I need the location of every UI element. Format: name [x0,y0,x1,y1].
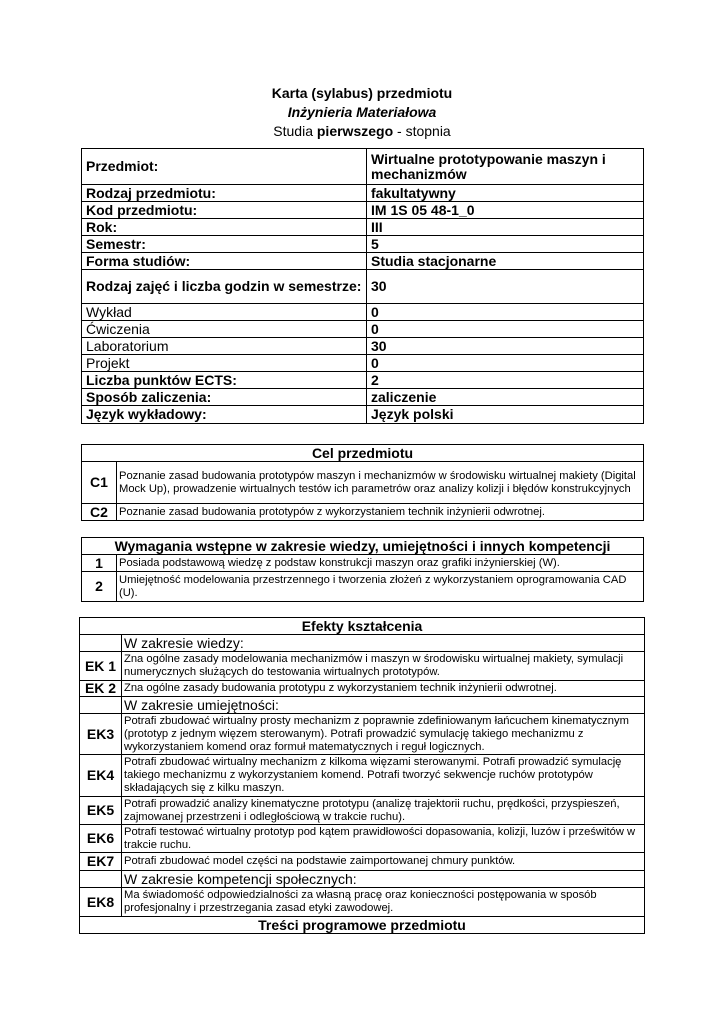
outcome-text: Potrafi testować wirtualny prototyp pod kątem prawidłowości dopasowania, kolizji, luzów i prześwitów w trakcie ruchu. [122,825,645,853]
info-value: fakultatywny [367,185,644,202]
info-row [82,202,644,219]
info-value: zaliczenie [367,389,644,406]
info-row [82,372,644,389]
info-label: Sposób zaliczenia: [82,389,367,406]
info-row [82,355,644,372]
goal-code: C2 [82,504,117,521]
info-label: Semestr: [82,236,367,253]
header-field: Inżynieria Materiałowa [287,104,437,120]
info-label: Liczba punktów ECTS: [82,372,367,389]
empty-cell [80,871,122,888]
info-value: Wirtualne prototypowanie maszyn i mechanizmów [367,149,644,185]
outcome-code: EK 2 [80,681,122,697]
goal-row [82,462,644,504]
header-level [0,122,724,141]
info-label: Forma studiów: [82,253,367,270]
info-row [82,219,644,236]
info-row [82,185,644,202]
info-label: Laboratorium [82,338,367,355]
outcome-code: EK4 [80,755,122,797]
info-value: III [367,219,644,236]
outcome-code: EK5 [80,797,122,825]
info-label: Projekt [82,355,367,372]
outcome-row [80,681,645,697]
outcome-row [80,888,645,917]
header-level-bold: pierwszego [316,123,394,139]
section-title: Wymagania wstępne w zakresie wiedzy, umiejętności i innych kompetencji [82,538,644,555]
section-title-row [82,445,644,462]
info-row [82,304,644,321]
course-goal-table [81,444,644,521]
info-value: 0 [367,355,644,372]
info-value: 5 [367,236,644,253]
document-header [0,84,724,141]
outcome-code: EK 1 [80,652,122,681]
info-label: Rok: [82,219,367,236]
competences-header: W zakresie kompetencji społecznych: [122,871,645,888]
outcome-code: EK3 [80,714,122,755]
outcome-text: Ma świadomość odpowiedzialności za własną pracę oraz konieczności postępowania w sposób profesjonalny i przestrzegania zasad etyki zawodowej. [122,888,645,917]
info-row [82,338,644,355]
knowledge-header: W zakresie wiedzy: [122,635,645,652]
outcome-row [80,853,645,871]
info-value: Język polski [367,406,644,424]
outcome-row [80,825,645,853]
info-label: Rodzaj przedmiotu: [82,185,367,202]
info-value: IM 1S 05 48-1_0 [367,202,644,219]
outcome-code: EK7 [80,853,122,871]
info-value: 0 [367,304,644,321]
info-label: Rodzaj zajęć i liczba godzin w semestrze: [82,270,367,304]
info-value: Studia stacjonarne [367,253,644,270]
info-label: Ćwiczenia [82,321,367,338]
prerequisite-text: Posiada podstawową wiedzę z podstaw konstrukcji maszyn oraz grafiki inżynierskiej (W). [117,555,644,572]
info-row [82,321,644,338]
info-value: 0 [367,321,644,338]
section-title: Cel przedmiotu [82,445,644,462]
info-label: Kod przedmiotu: [82,202,367,219]
goal-row [82,504,644,521]
info-label: Język wykładowy: [82,406,367,424]
outcome-row [80,652,645,681]
section-title: Efekty kształcenia [80,618,645,635]
outcome-row [80,755,645,797]
goal-text: Poznanie zasad budowania prototypów z wykorzystaniem technik inżynierii odwrotnej. [117,504,644,521]
empty-cell [80,697,122,714]
info-row [82,406,644,424]
outcome-text: Zna ogólne zasady budowania prototypu z wykorzystaniem technik inżynierii odwrotnej. [122,681,645,697]
outcome-code: EK8 [80,888,122,917]
section-title-row [82,538,644,555]
outcome-text: Potrafi prowadzić analizy kinematyczne prototypu (analizę trajektorii ruchu, prędkości, przyspieszeń, zajmowanej przestrzeni i odległościową w trakcie ruchu). [122,797,645,825]
prerequisite-row [82,572,644,602]
outcome-text: Potrafi zbudować wirtualny mechanizm z kilkoma więzami sterowanymi. Potrafi prowadzić symulację takiego mechanizmu z wykorzystaniem komend. Potrafi tworzyć sekwencje ruchów prototypów składających się z kilku maszyn. [122,755,645,797]
prerequisite-text: Umiejętność modelowania przestrzennego i tworzenia złożeń z wykorzystaniem oprogramowania CAD (U). [117,572,644,602]
header-level-post: - stopnia [393,123,451,139]
header-title: Karta (sylabus) przedmiotu [271,85,453,101]
program-content-title: Treści programowe przedmiotu [80,917,645,934]
info-row [82,149,644,185]
section-title-row [80,917,645,934]
info-row [82,389,644,406]
outcome-row [80,797,645,825]
outcome-row [80,714,645,755]
subheader-row [80,635,645,652]
info-row [82,270,644,304]
subheader-row [80,697,645,714]
course-info-table [81,148,644,424]
prerequisite-code: 1 [82,555,117,572]
section-title-row [80,618,645,635]
info-label: Wykład [82,304,367,321]
info-row [82,253,644,270]
info-label: Przedmiot: [82,149,367,185]
goal-text: Poznanie zasad budowania prototypów maszyn i mechanizmów w środowisku wirtualnej makiety (Digital Mock Up), prowadzenie wirtualnych testów ich parametrów oraz analizy kolizji i błędów konstrukcyjnych [117,462,644,504]
skills-header: W zakresie umiejętności: [122,697,645,714]
prerequisite-row [82,555,644,572]
info-value: 2 [367,372,644,389]
outcome-text: Zna ogólne zasady modelowania mechanizmów i maszyn w środowisku wirtualnej makiety, symulacji numerycznych służących do testowania wirtualnych prototypów. [122,652,645,681]
info-value: 30 [367,270,644,304]
header-level-pre: Studia [273,123,317,139]
prerequisites-table [81,537,644,602]
subheader-row [80,871,645,888]
info-value: 30 [367,338,644,355]
info-row [82,236,644,253]
prerequisite-code: 2 [82,572,117,602]
outcome-code: EK6 [80,825,122,853]
outcome-text: Potrafi zbudować model części na podstawie zaimportowanej chmury punktów. [122,853,645,871]
goal-code: C1 [82,462,117,504]
empty-cell [80,635,122,652]
learning-outcomes-table [79,617,645,934]
outcome-text: Potrafi zbudować wirtualny prosty mechanizm z poprawnie zdefiniowanym łańcuchem kinematycznym (prototyp z jednym więzem sterowanym). Potrafi prowadzić symulację takiego mechanizmu z wykorzystaniem komend oraz formuł matematycznych i reguł logicznych. [122,714,645,755]
